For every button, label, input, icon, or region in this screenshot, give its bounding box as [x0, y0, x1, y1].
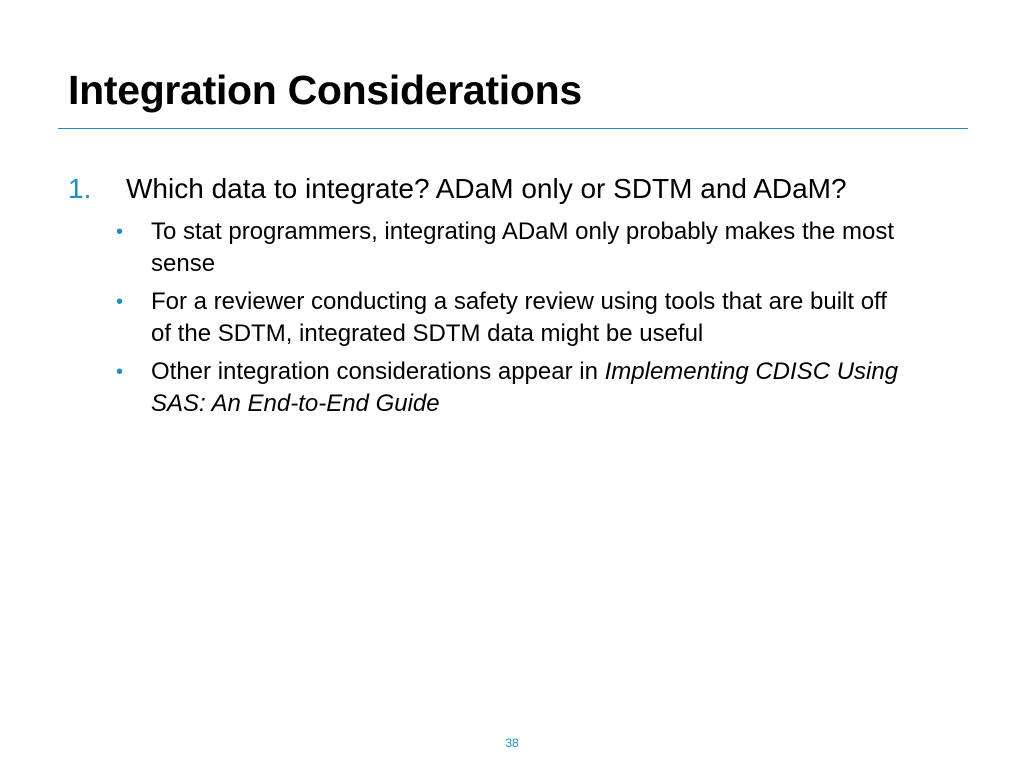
sub-bullet-2 [68, 286, 901, 350]
sub-bullet-list [68, 216, 968, 420]
item-text: Which data to integrate? ADaM only or SDTM and ADaM? [126, 173, 847, 204]
numbered-item-1 [68, 172, 968, 206]
bullet-text: Other integration considerations appear in [151, 358, 605, 385]
title-divider [58, 128, 968, 129]
book-title: Implementing CDISC Using SAS: An End-to-End Guide [151, 358, 899, 417]
bullet-text: To stat programmers, integrating ADaM only probably makes the most sense [151, 218, 894, 277]
slide-title: Integration Considerations [68, 67, 582, 113]
sub-bullet-3 [68, 356, 901, 420]
bullet-icon: • [116, 291, 124, 313]
bullet-icon: • [116, 221, 124, 243]
slide-content [68, 172, 968, 426]
item-number: 1. [68, 173, 92, 204]
bullet-text: For a reviewer conducting a safety review using tools that are built off of the SDTM, integrated SDTM data might be useful [151, 288, 887, 347]
bullet-icon: • [116, 361, 124, 383]
page-number: 38 [505, 736, 519, 750]
sub-bullet-1 [68, 216, 901, 280]
